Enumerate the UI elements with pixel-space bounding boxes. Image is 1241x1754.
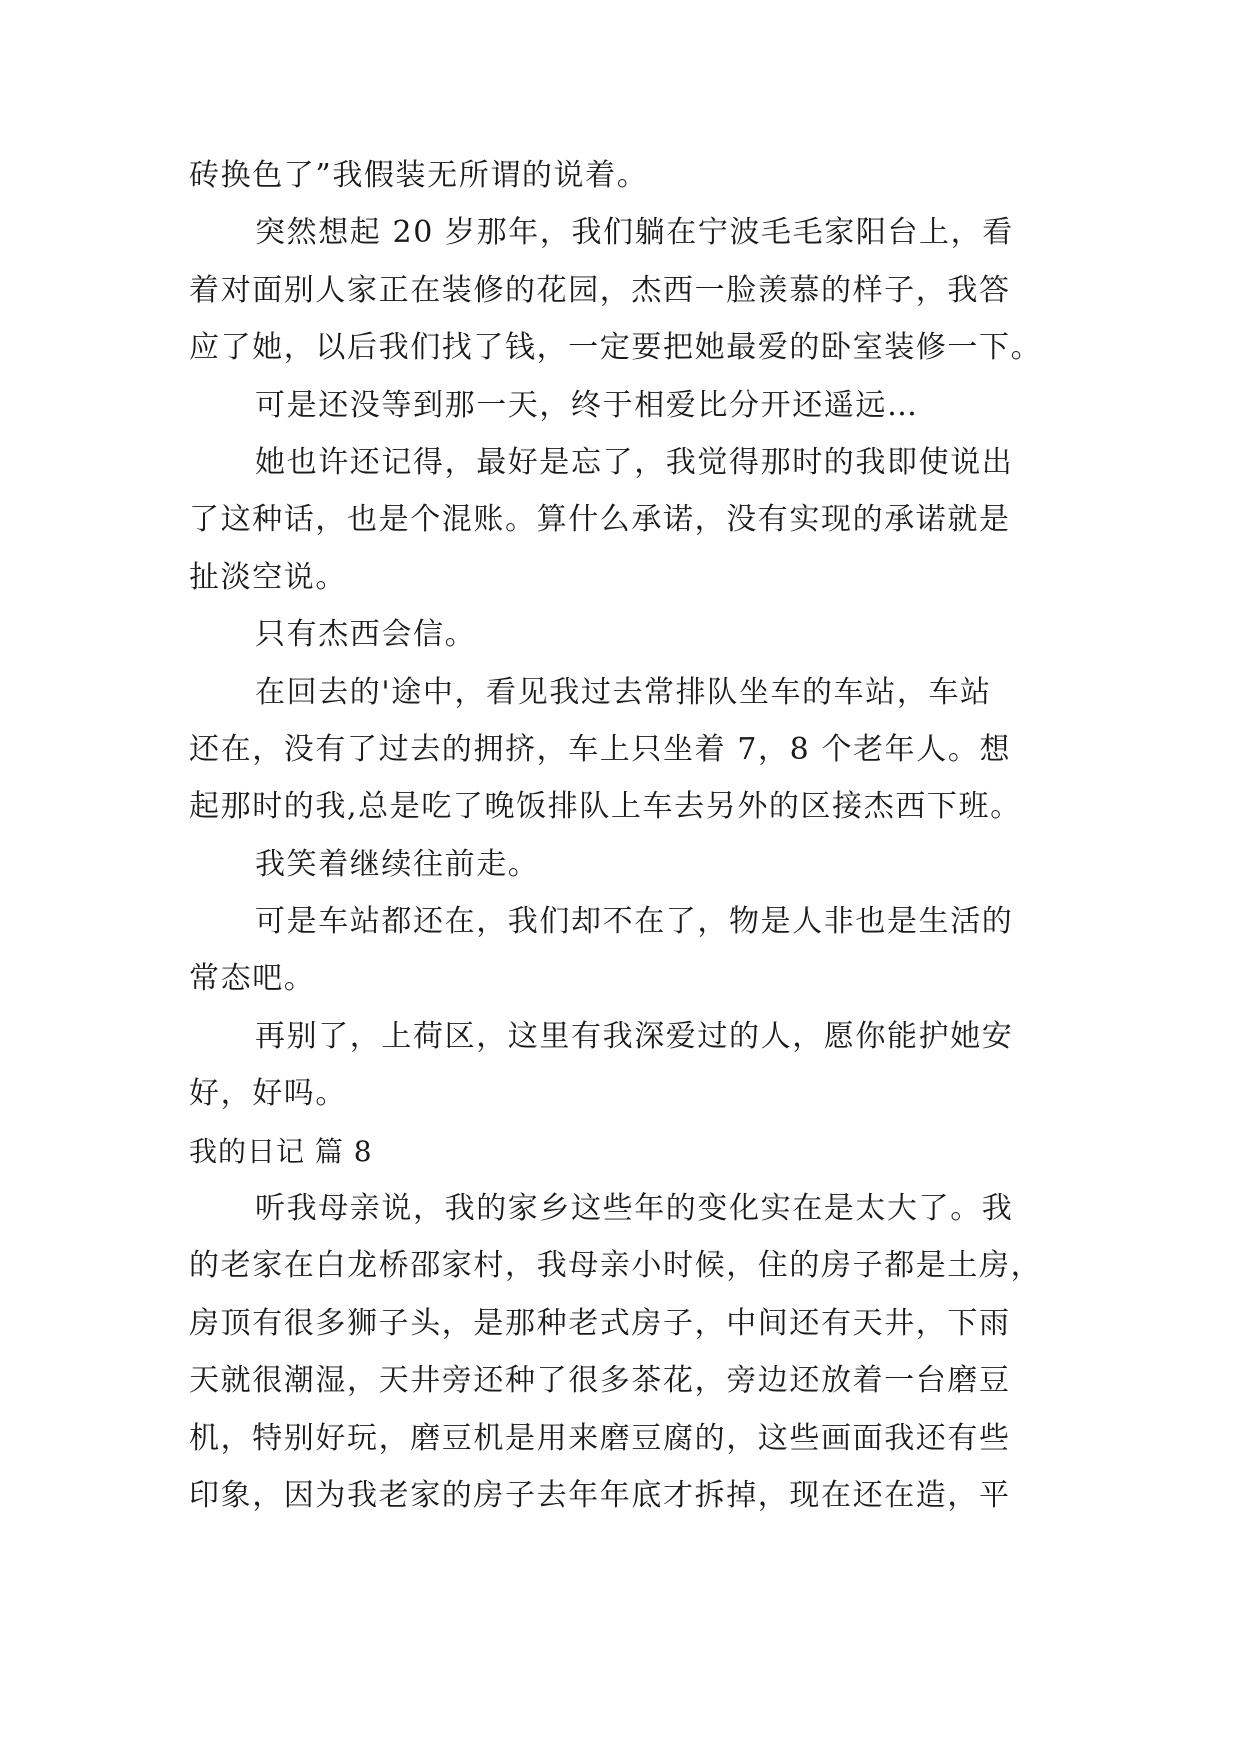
text-line: 好，好吗。 [189,1076,347,1112]
text-line: 机，特别好玩，磨豆机是用来磨豆腐的，这些画面我还有些 [189,1420,1011,1456]
text-line: 常态吧。 [189,961,316,997]
text-line: 在回去的'途中，看见我过去常排队坐车的车站，车站 [255,674,992,710]
text-line: 的老家在白龙桥邵家村，我母亲小时候，住的房子都是土房， [189,1248,1043,1284]
text-line: 她也许还记得，最好是忘了，我觉得那时的我即使说出 [255,444,1014,480]
text-line: 扯淡空说。 [189,559,347,595]
text-line: 房顶有很多狮子头，是那种老式房子，中间还有天井，下雨 [189,1305,1011,1341]
section-heading: 我的日记 篇 8 [189,1134,373,1168]
text-line: 听我母亲说，我的家乡这些年的变化实在是太大了。我 [255,1191,1014,1227]
text-line: 起那时的我,总是吃了晚饭排队上车去另外的区接杰西下班。 [189,789,1022,825]
text-line: 还在，没有了过去的拥挤，车上只坐着 7，8 个老年人。想 [189,731,1012,767]
text-line: 砖换色了”我假装无所谓的说着。 [189,158,649,193]
text-line: 可是还没等到那一天，终于相爱比分开还遥远… [255,387,919,423]
document-body [189,147,1049,1524]
text-line: 可是车站都还在，我们却不在了，物是人非也是生活的 [255,904,1014,940]
text-line: 再别了，上荷区，这里有我深爱过的人，愿你能护她安 [255,1018,1014,1054]
text-line: 只有杰西会信。 [255,617,477,653]
text-line: 我笑着继续往前走。 [255,846,540,882]
text-line: 着对面别人家正在装修的花园，杰西一脸羡慕的样子，我答 [189,272,1011,308]
text-line: 突然想起 20 岁那年，我们躺在宁波毛毛家阳台上，看 [255,215,1014,251]
text-line: 天就很潮湿，天井旁还种了很多茶花，旁边还放着一台磨豆 [189,1363,1011,1399]
text-line: 应了她，以后我们找了钱，一定要把她最爱的卧室装修一下。 [189,330,1043,366]
text-line: 了这种话，也是个混账。算什么承诺，没有实现的承诺就是 [189,502,1011,538]
text-line: 印象，因为我老家的房子去年年底才拆掉，现在还在造，平 [189,1477,1011,1513]
